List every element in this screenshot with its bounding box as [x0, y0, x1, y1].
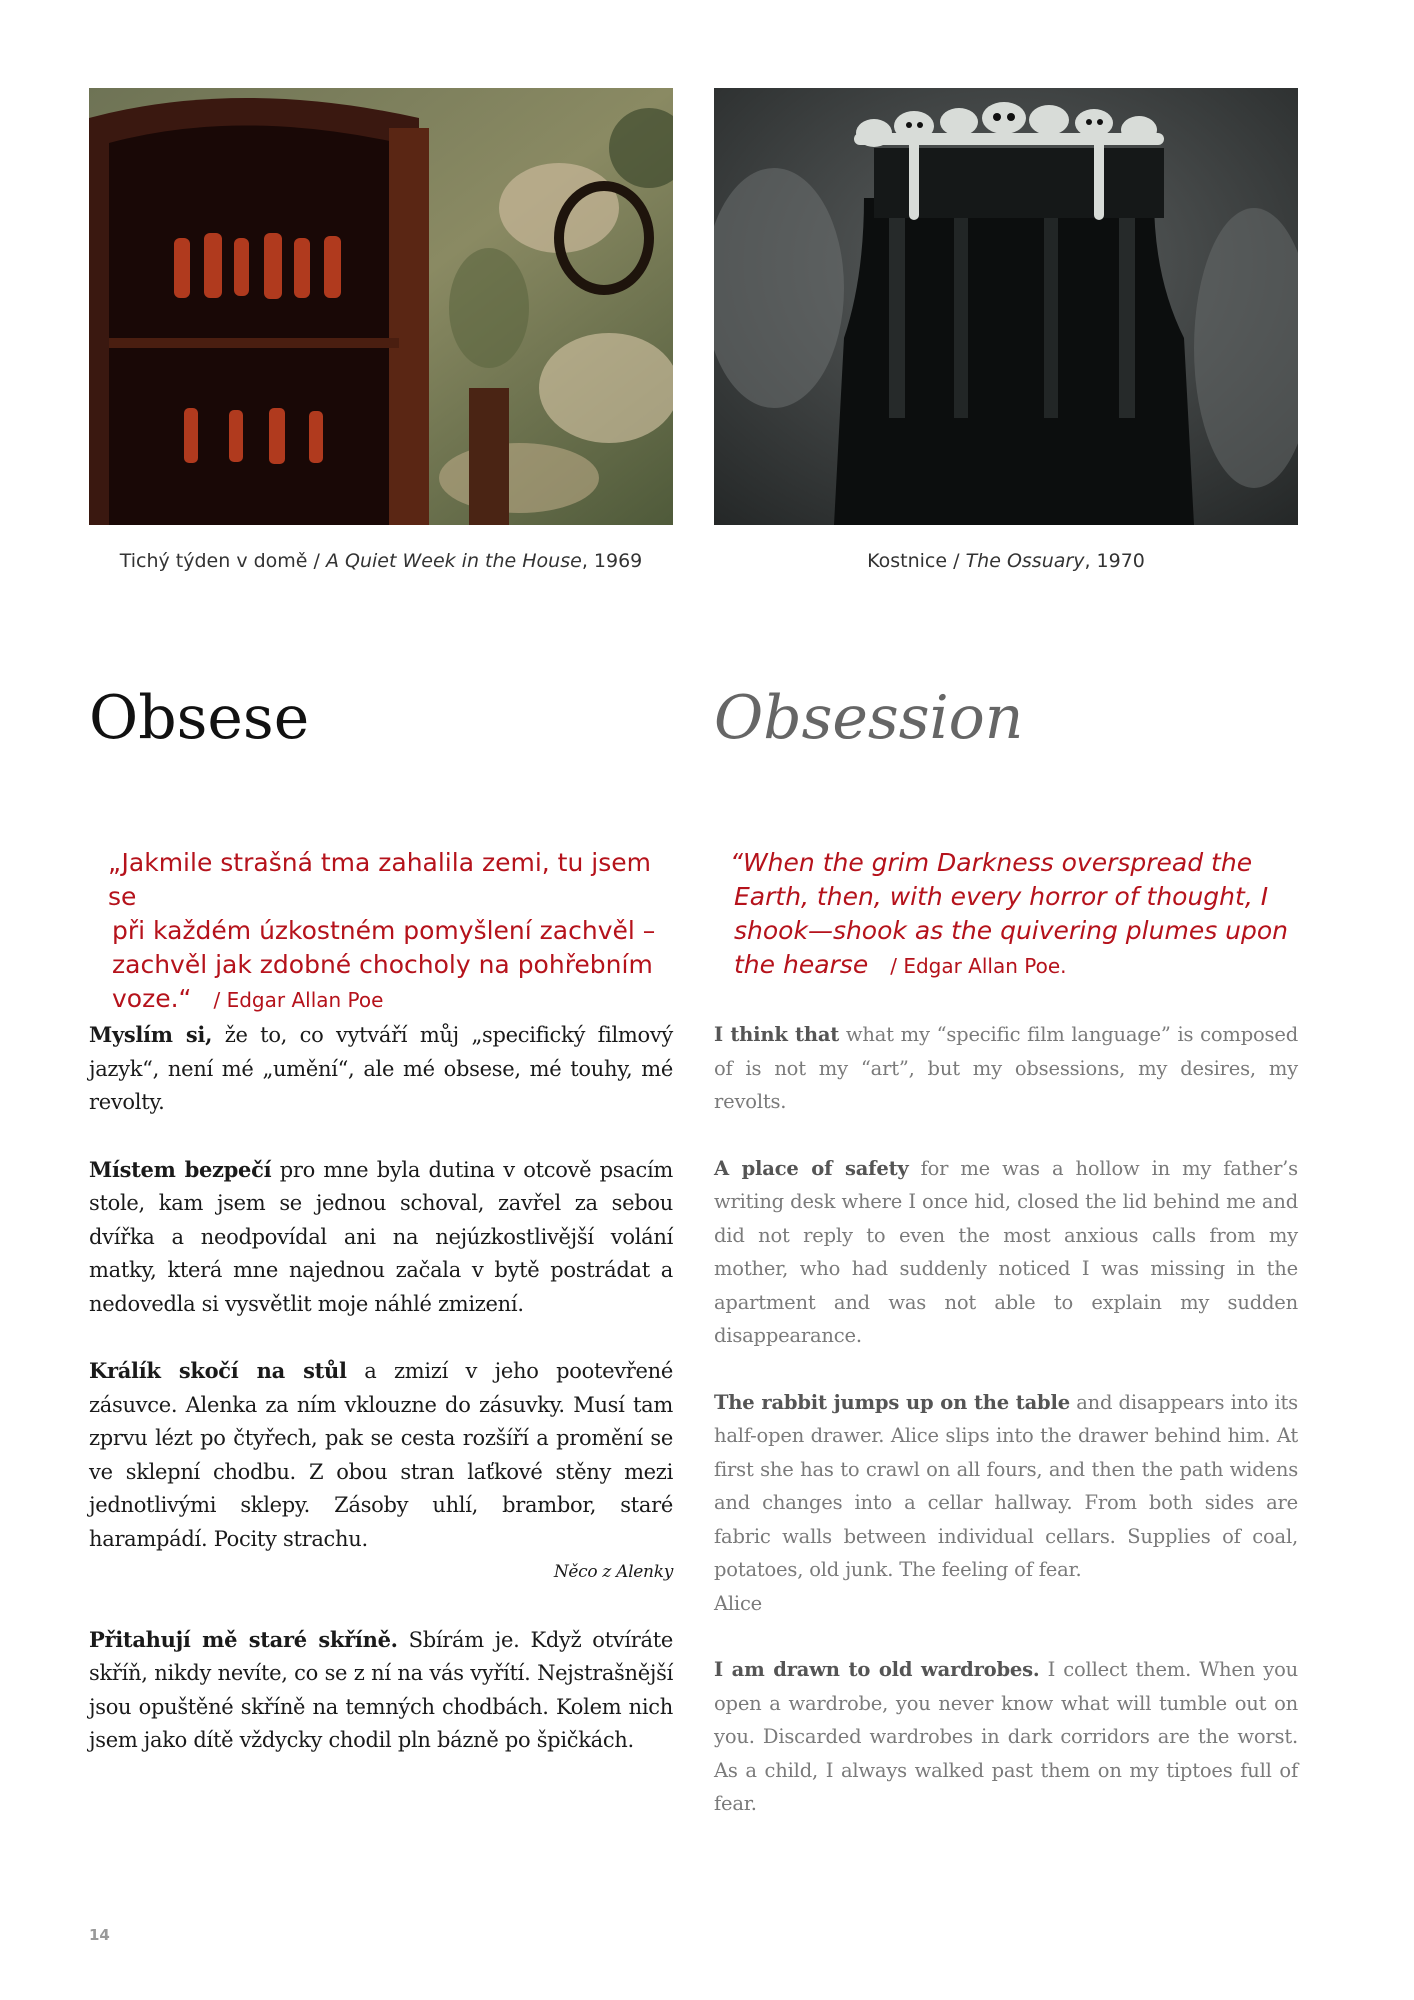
- paragraph-source: Něco z Alenky: [553, 1562, 673, 1582]
- photo-caption-right: [714, 550, 1298, 572]
- caption-en-title: The Ossuary: [965, 550, 1085, 572]
- heading-czech: Obsese: [89, 683, 310, 753]
- quote-text: při každém úzkostném pomyšlení zachvěl – zachvěl jak zdobné chocholy na pohřebním voze.“: [112, 916, 656, 1013]
- body-column-english: [714, 1018, 1298, 1854]
- caption-en-title: A Quiet Week in the House: [325, 550, 582, 572]
- paragraph-text: I collect them. When you open a wardrobe, you never know what will tumble out on you. Discarded wardrobes in dark corridors are the worst. As a child, I always walked past them on my tiptoes full of fear.: [714, 1658, 1298, 1815]
- quote-first-line: „Jakmile strašná tma zahalila zemi, tu jsem se: [108, 848, 651, 911]
- poe-quote-english: [730, 812, 1294, 983]
- paragraph: [714, 1653, 1298, 1821]
- paragraph-text: že to, co vytváří můj „specifický filmový jazyk“, není mé „umění“, ale mé obsese, mé touhy, mé revolty.: [89, 1023, 673, 1114]
- quote-author: / Edgar Allan Poe: [213, 988, 384, 1012]
- paragraph: [89, 1018, 673, 1120]
- paragraph: [89, 1623, 673, 1758]
- caption-year: , 1969: [581, 550, 643, 572]
- paragraph: [89, 1354, 673, 1590]
- photo-caption-left: [89, 550, 673, 572]
- paragraph-text: Sbírám je. Když otvíráte skříň, nikdy nevíte, co se z ní na vás vyřítí. Nejstrašnější jsou opuštěné skříně na temných chodbách. Kolem nich jsem jako dítě vždycky chodil pln bázně po špičkách.: [89, 1627, 673, 1752]
- quote-text: Earth, then, with every horror of thought, I shook—shook as the quivering plumes upon the hearse: [734, 882, 1289, 979]
- caption-separator: /: [947, 550, 966, 572]
- paragraph: [89, 1153, 673, 1322]
- paragraph-lead: Místem bezpečí: [89, 1156, 272, 1182]
- film-still-quiet-week: [89, 88, 673, 525]
- paragraph-text: for me was a hollow in my father’s writing desk where I once hid, closed the lid behind me and did not reply to even the most anxious calls from my mother, who had suddenly noticed I was missing in the apartment and was not able to explain my sudden disappearance.: [714, 1156, 1298, 1347]
- paragraph-text: and disappears into its half-open drawer. Alice slips into the drawer behind him. At first she has to crawl on all fours, and then the path widens and changes into a cellar hallway. From both sides are fabric walls between individual cellars. Supplies of coal, potatoes, old junk. The feeling of fear.: [714, 1390, 1298, 1581]
- paragraph-lead: I think that: [714, 1023, 840, 1046]
- caption-cs-title: Kostnice: [867, 550, 948, 572]
- paragraph-lead: The rabbit jumps up on the table: [714, 1390, 1070, 1414]
- paragraph: [714, 1018, 1298, 1119]
- page-number: 14: [89, 1926, 110, 1944]
- paragraph: [714, 1152, 1298, 1353]
- paragraph-lead: Králík skočí na stůl: [89, 1358, 347, 1383]
- caption-cs-title: Tichý týden v domě: [119, 550, 308, 572]
- paragraph-lead: A place of safety: [714, 1156, 909, 1180]
- paragraph-text: pro mne byla dutina v otcově psacím stole, kam jsem se jednou schoval, zavřel za sebou dvířka a neodpovídal ani na nejúzkostlivější volání matky, která mne najednou začala v bytě postrádat a nedovedla si vysvětlit moje náhlé zmizení.: [89, 1157, 673, 1316]
- paragraph-source: Alice: [714, 1591, 763, 1615]
- caption-year: , 1970: [1084, 550, 1145, 572]
- heading-english: Obsession: [714, 683, 1024, 753]
- poe-quote-czech: [108, 812, 672, 1017]
- quote-author: / Edgar Allan Poe.: [890, 954, 1067, 978]
- paragraph: [714, 1386, 1298, 1621]
- paragraph-lead: Přitahují mě staré skříně.: [89, 1626, 398, 1652]
- paragraph-text: what my “specific film language” is composed of is not my “art”, but my obsessions, my desires, my revolts.: [714, 1023, 1298, 1113]
- body-column-czech: [89, 1018, 673, 1791]
- caption-separator: /: [307, 550, 326, 572]
- paragraph-lead: I am drawn to old wardrobes.: [714, 1658, 1040, 1681]
- film-still-ossuary: [714, 88, 1298, 525]
- quote-first-line: “When the grim Darkness overspread the: [730, 848, 1253, 877]
- paragraph-text: a zmizí v jeho pootevřené zásuvce. Alenka za ním vklouzne do zásuvky. Musí tam zprvu lézt po čtyřech, pak se cesta rozšíří a promění se ve sklepní chodbu. Z obou stran laťkové stěny mezi jednotlivými sklepy. Zásoby uhlí, brambor, staré harampádí. Pocity strachu.: [89, 1359, 673, 1551]
- paragraph-lead: Myslím si,: [89, 1022, 213, 1047]
